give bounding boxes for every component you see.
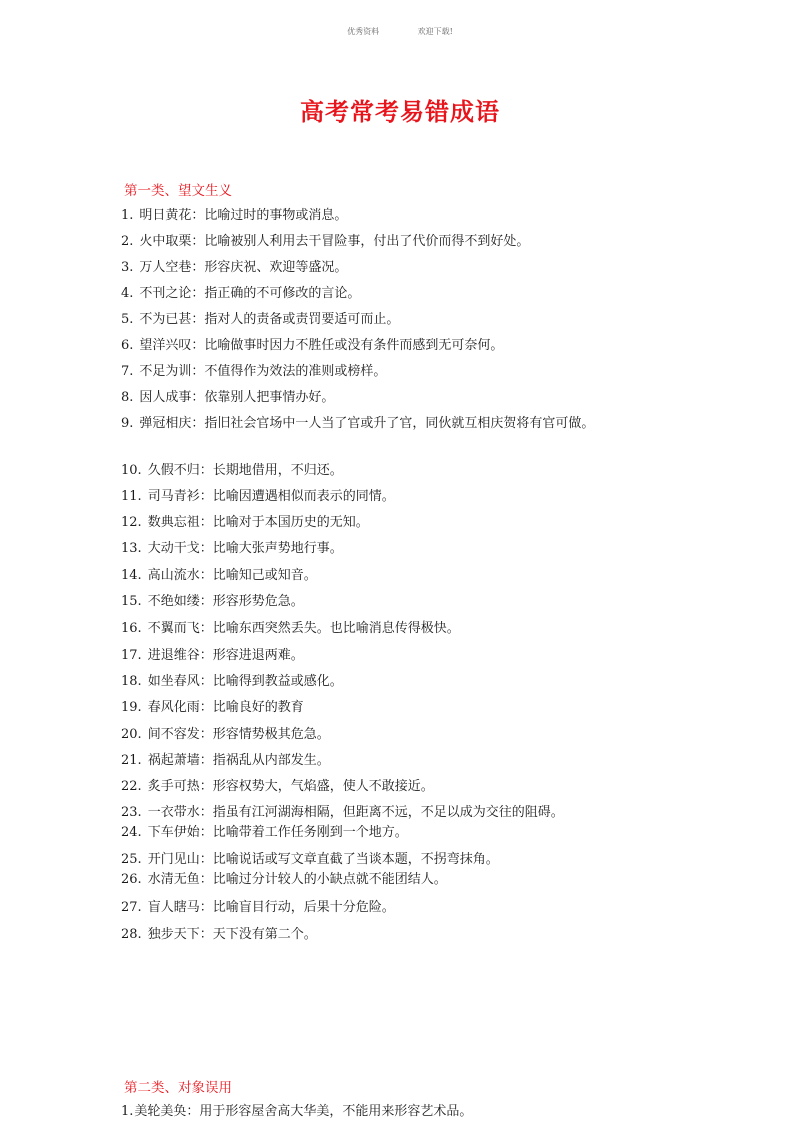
list-item	[121, 387, 691, 408]
page-header	[0, 26, 800, 37]
item-text: 炙手可热：形容权势大，气焰盛，使人不敢接近。	[147, 779, 434, 794]
list-item	[121, 335, 691, 356]
list-item	[121, 283, 691, 304]
list-item	[121, 309, 691, 330]
section-title-1: 第一类、望文生义	[124, 183, 232, 199]
list-item	[121, 1101, 691, 1122]
item-text: 水清无鱼：比喻过分计较人的小缺点就不能团结人。	[147, 872, 447, 887]
list-item	[121, 822, 691, 843]
list-item	[121, 512, 691, 533]
item-number: 21.	[121, 753, 142, 768]
item-text: 不足为训：不值得作为效法的准则或榜样。	[139, 364, 387, 379]
list-item	[121, 897, 691, 918]
item-text: 间不容发：形容情势极其危急。	[147, 727, 330, 742]
item-text: 下车伊始：比喻带着工作任务刚到一个地方。	[147, 825, 408, 840]
list-item	[121, 645, 691, 666]
list-item	[121, 924, 691, 945]
item-number: 1.	[121, 1104, 134, 1119]
item-text: 大动干戈：比喻大张声势地行事。	[147, 541, 343, 556]
item-number: 4.	[121, 286, 134, 301]
section-title-2: 第二类、对象误用	[124, 1080, 232, 1096]
list-item	[121, 869, 691, 890]
item-text: 进退维谷：形容进退两难。	[147, 648, 304, 663]
list-item	[121, 486, 691, 507]
item-text: 如坐春风：比喻得到教益或感化。	[147, 674, 343, 689]
item-number: 14.	[121, 568, 142, 583]
list-item	[121, 413, 691, 434]
list-item	[121, 724, 691, 745]
item-number: 20.	[121, 727, 142, 742]
item-text: 独步天下：天下没有第二个。	[147, 927, 317, 942]
item-text: 久假不归：长期地借用，不归还。	[147, 463, 343, 478]
item-text: 数典忘祖：比喻对于本国历史的无知。	[147, 515, 369, 530]
item-number: 23.	[121, 805, 142, 820]
item-text: 明日黄花：比喻过时的事物或消息。	[139, 208, 348, 223]
page-title: 高考常考易错成语	[300, 97, 500, 126]
item-text: 盲人瞎马：比喻盲目行动，后果十分危险。	[147, 900, 395, 915]
item-number: 3.	[121, 260, 134, 275]
list-item	[121, 697, 691, 718]
list-item	[121, 750, 691, 771]
item-number: 16.	[121, 621, 142, 636]
header-right-text: 欢迎下载!	[417, 27, 453, 36]
item-number: 2.	[121, 234, 134, 249]
item-number: 12.	[121, 515, 142, 530]
item-text: 因人成事：依靠别人把事情办好。	[139, 390, 335, 405]
item-number: 26.	[121, 872, 142, 887]
list-item	[121, 776, 691, 797]
item-text: 高山流水：比喻知己或知音。	[147, 568, 317, 583]
list-item	[121, 231, 691, 252]
item-text: 弹冠相庆：指旧社会官场中一人当了官或升了官，同伙就互相庆贺将有官可做。	[139, 416, 595, 431]
item-text: 祸起萧墙：指祸乱从内部发生。	[147, 753, 330, 768]
item-text: 司马青衫：比喻因遭遇相似而表示的同情。	[147, 489, 395, 504]
item-number: 15.	[121, 594, 142, 609]
item-number: 11.	[121, 489, 142, 504]
list-item	[121, 205, 691, 226]
list-item	[121, 361, 691, 382]
list-item	[121, 565, 691, 586]
item-number: 7.	[121, 364, 134, 379]
list-item	[121, 591, 691, 612]
item-text: 不为已甚：指对人的责备或责罚要适可而止。	[139, 312, 400, 327]
item-number: 6.	[121, 338, 134, 353]
item-text: 不绝如缕：形容形势危急。	[147, 594, 304, 609]
item-text: 春风化雨：比喻良好的教育	[147, 700, 304, 715]
item-number: 27.	[121, 900, 142, 915]
item-number: 5.	[121, 312, 134, 327]
item-text: 不翼而飞：比喻东西突然丢失。也比喻消息传得极快。	[147, 621, 460, 636]
item-text: 一衣带水：指虽有江河湖海相隔，但距离不远，不足以成为交往的阻碍。	[147, 805, 564, 820]
list-item	[121, 671, 691, 692]
list-item	[121, 257, 691, 278]
list-item	[121, 460, 691, 481]
item-text: 望洋兴叹：比喻做事时因力不胜任或没有条件而感到无可奈何。	[139, 338, 504, 353]
item-number: 18.	[121, 674, 142, 689]
item-number: 8.	[121, 390, 134, 405]
item-number: 13.	[121, 541, 142, 556]
item-number: 22.	[121, 779, 142, 794]
item-text: 万人空巷：形容庆祝、欢迎等盛况。	[139, 260, 348, 275]
list-item	[121, 849, 691, 870]
list-item	[121, 618, 691, 639]
list-item	[121, 802, 691, 823]
item-number: 24.	[121, 825, 142, 840]
item-number: 10.	[121, 463, 142, 478]
header-left-text: 优秀资料	[347, 27, 380, 36]
item-text: 美轮美奂：用于形容屋舍高大华美，不能用来形容艺术品。	[134, 1104, 473, 1119]
item-number: 28.	[121, 927, 142, 942]
list-item	[121, 538, 691, 559]
item-text: 不刊之论：指正确的不可修改的言论。	[139, 286, 361, 301]
item-number: 1.	[121, 208, 134, 223]
item-number: 25.	[121, 852, 142, 867]
item-text: 火中取栗：比喻被别人利用去干冒险事，付出了代价而得不到好处。	[139, 234, 530, 249]
item-number: 19.	[121, 700, 142, 715]
item-number: 9.	[121, 416, 134, 431]
item-text: 开门见山：比喻说话或写文章直截了当谈本题，不拐弯抹角。	[147, 852, 499, 867]
item-number: 17.	[121, 648, 142, 663]
